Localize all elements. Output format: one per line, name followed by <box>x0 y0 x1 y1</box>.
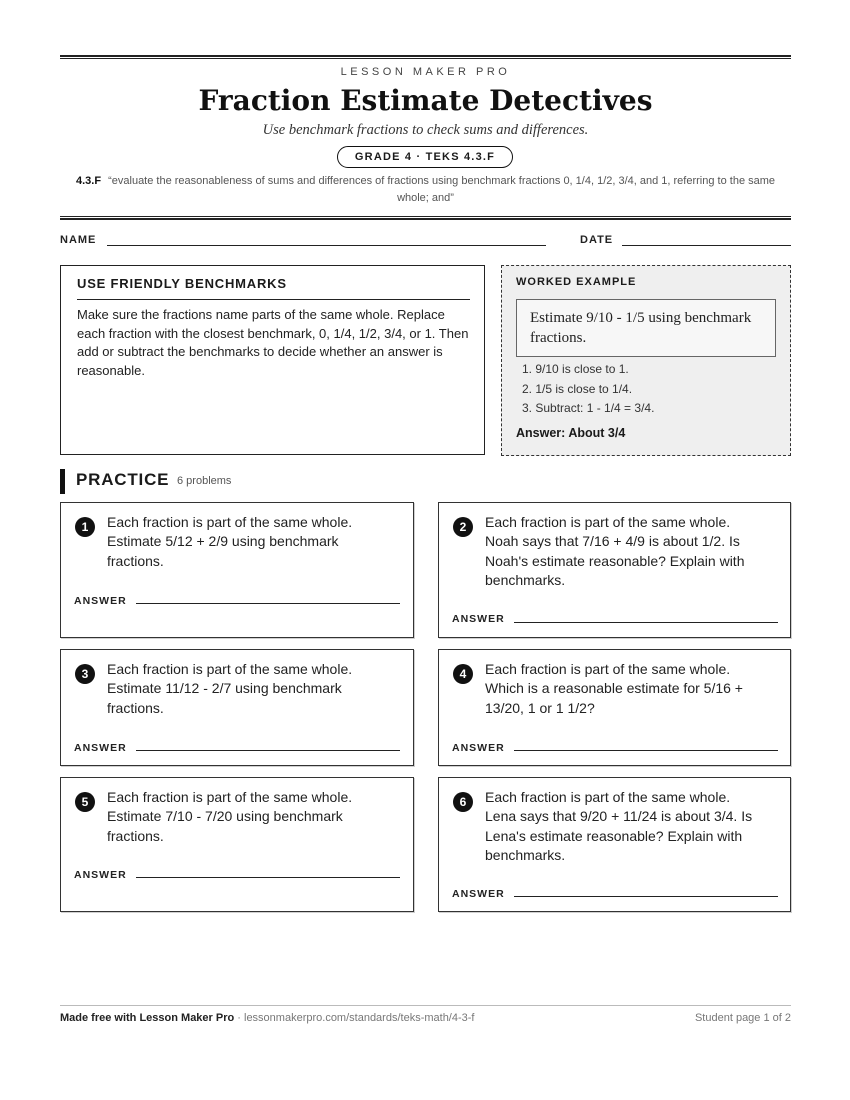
problem-card-5 <box>60 777 414 912</box>
worked-example-step: 2. 1/5 is close to 1/4. <box>522 381 633 396</box>
header-bottom-rule <box>60 216 791 220</box>
problem-card-3 <box>60 649 414 766</box>
answer-label: ANSWER <box>74 742 127 754</box>
worked-example-problem: Estimate 9/10 - 1/5 using benchmark fractions. <box>516 299 776 357</box>
practice-accent-bar <box>60 469 65 494</box>
answer-field[interactable] <box>136 603 400 604</box>
problem-card-2 <box>438 502 791 638</box>
standard-text: “evaluate the reasonableness of sums and differences of fractions using benchmark fractions 0, 1/4, 1/2, 3/4, and 1, referring to the same whole; and” <box>108 175 776 204</box>
footer-made-with: Made free with Lesson Maker Pro <box>60 1012 235 1024</box>
worked-example-steps <box>516 360 654 419</box>
grade-badge: GRADE 4 · TEKS 4.3.F <box>337 146 513 168</box>
page-indicator: Student page 1 of 2 <box>694 1012 791 1024</box>
worked-example-answer: Answer: About 3/4 <box>516 426 626 440</box>
problem-number-badge: 6 <box>453 792 473 812</box>
problem-text: Each fraction is part of the same whole. Noah says that 7/16 + 4/9 is about 1/2. Is Noah's estimate reasonable? Explain with benchmarks. <box>485 514 745 588</box>
problem-text: Each fraction is part of the same whole. Estimate 7/10 - 7/20 using benchmark fractions. <box>107 789 353 844</box>
problem-number-badge: 1 <box>75 517 95 537</box>
footer-divider <box>60 1005 791 1006</box>
footer-url-link[interactable]: lessonmakerpro.com/standards/teks-math/4-3-f <box>244 1012 475 1024</box>
standard-code: 4.3.F <box>75 175 102 187</box>
answer-field[interactable] <box>514 896 778 897</box>
practice-count: 6 problems <box>177 475 232 487</box>
problem-card-1 <box>60 502 414 638</box>
answer-label: ANSWER <box>74 595 127 607</box>
problem-number-badge: 2 <box>453 517 473 537</box>
benchmarks-box <box>60 265 485 455</box>
brand-name: LESSON MAKER PRO <box>340 66 511 78</box>
problem-number-badge: 3 <box>75 664 95 684</box>
benchmarks-heading: USE FRIENDLY BENCHMARKS <box>77 276 287 291</box>
name-field[interactable] <box>107 245 546 246</box>
name-label: NAME <box>60 234 97 246</box>
problem-number-badge: 5 <box>75 792 95 812</box>
standard-statement <box>60 173 791 207</box>
top-rule <box>60 55 791 59</box>
answer-label: ANSWER <box>452 742 505 754</box>
problem-text: Each fraction is part of the same whole. Which is a reasonable estimate for 5/16 + 13/20, 1 or 1 1/2? <box>485 661 743 716</box>
footer-credit <box>60 1012 474 1024</box>
footer-separator: · <box>234 1012 244 1024</box>
problem-number-badge: 4 <box>453 664 473 684</box>
worked-example-box <box>501 265 791 456</box>
answer-field[interactable] <box>514 622 778 623</box>
answer-label: ANSWER <box>452 613 505 625</box>
worksheet-title: Fraction Estimate Detectives <box>198 84 653 117</box>
problem-text: Each fraction is part of the same whole. Estimate 11/12 - 2/7 using benchmark fractions. <box>107 661 353 716</box>
answer-field[interactable] <box>514 750 778 751</box>
problem-card-4 <box>438 649 791 766</box>
benchmarks-divider <box>77 299 470 300</box>
date-label: DATE <box>580 234 614 246</box>
answer-label: ANSWER <box>452 888 505 900</box>
problem-card-6 <box>438 777 791 912</box>
answer-label: ANSWER <box>74 869 127 881</box>
problem-text: Each fraction is part of the same whole. Lena says that 9/20 + 11/24 is about 3/4. Is Lena's estimate reasonable? Explain with benchmarks. <box>485 789 753 863</box>
practice-title: PRACTICE <box>76 470 170 489</box>
answer-field[interactable] <box>136 877 400 878</box>
benchmarks-body: Make sure the fractions name parts of the same whole. Replace each fraction with the closest benchmark, 0, 1/4, 1/2, 3/4, or 1. Then add or subtract the benchmarks to decide whether an answer is reasonable. <box>77 307 469 378</box>
worked-example-step: 3. Subtract: 1 - 1/4 = 3/4. <box>522 401 655 415</box>
problem-text: Each fraction is part of the same whole. Estimate 5/12 + 2/9 using benchmark fractions. <box>107 514 353 569</box>
answer-field[interactable] <box>136 750 400 751</box>
date-field[interactable] <box>622 245 791 246</box>
worked-example-step: 1. 9/10 is close to 1. <box>522 362 629 376</box>
worked-example-heading: WORKED EXAMPLE <box>516 276 637 288</box>
worksheet-subtitle: Use benchmark fractions to check sums and differences. <box>262 122 589 138</box>
